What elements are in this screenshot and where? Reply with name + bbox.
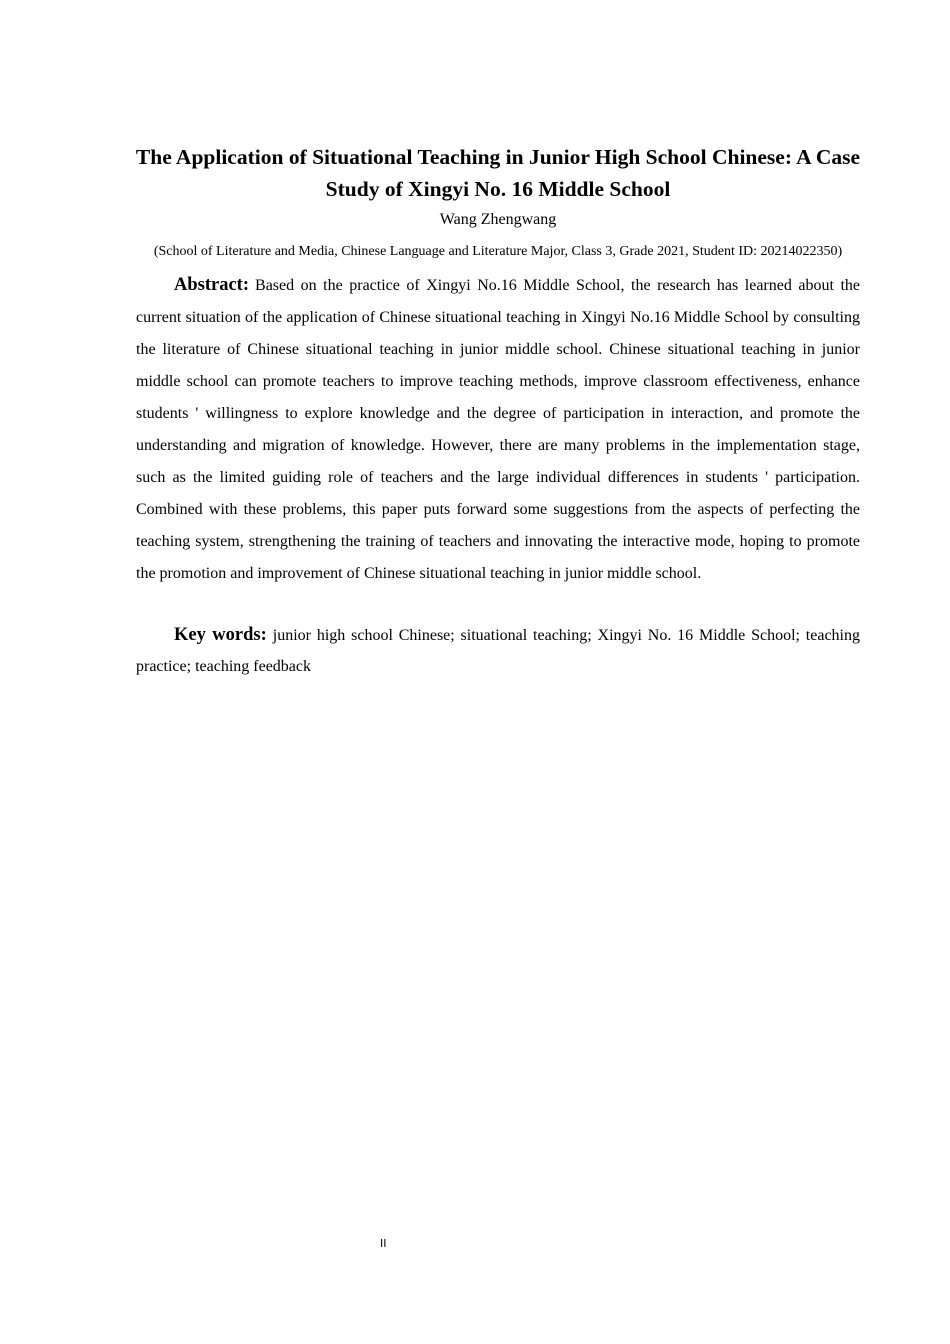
page-number: II (380, 1237, 387, 1250)
abstract-label: Abstract: (174, 275, 250, 295)
author-affiliation: (School of Literature and Media, Chinese Language and Literature Major, Class 3, Grade 2021, Student ID: 20214022350) (153, 244, 843, 259)
author-name: Wang Zhengwang (439, 211, 557, 228)
keywords-paragraph (136, 620, 860, 682)
abstract-paragraph (136, 269, 860, 590)
abstract-text: Based on the practice of Xingyi No.16 Middle School, the research has learned about the current situation of the application of Chinese situational teaching in Xingyi No.16 Middle School by consulting the literature of Chinese situational teaching in junior middle school. Chinese situational teaching in junior middle school can promote teachers to improve teaching methods, improve classroom effectiveness, enhance students ' willingness to explore knowledge and the degree of participation in interaction, and promote the understanding and migration of knowledge. However, there are many problems in the implementation stage, such as the limited guiding role of teachers and the large individual differences in students ' participation. Combined with these problems, this paper puts forward some suggestions from the aspects of perfecting the teaching system, strengthening the training of teachers and innovating the interactive mode, hoping to promote the promotion and improvement of Chinese situational teaching in junior middle school. (136, 277, 860, 582)
paper-title: The Application of Situational Teaching in Junior High School Chinese: A Case Study of Xingyi No. 16 Middle School (135, 145, 861, 201)
keywords-label: Key words: (174, 625, 267, 645)
keywords-text: junior high school Chinese; situational teaching; Xingyi No. 16 Middle School; teaching practice; teaching feedback (136, 627, 860, 675)
